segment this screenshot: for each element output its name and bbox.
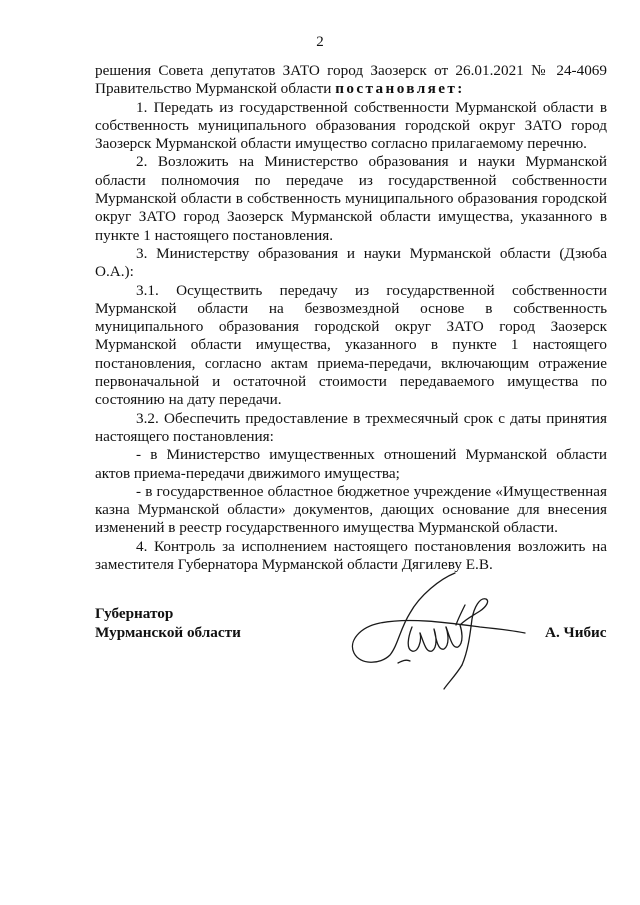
paragraph-item-3-2-b: - в государственное областное бюджетное учреждение «Имущественная казна Мурманской области» документов, дающих основание для внесения изменений в реестр государственного имущества Мурманской области. <box>95 482 607 537</box>
paragraph-item-3-1: 3.1. Осуществить передачу из государственной собственности Мурманской области на безвозмездной основе в собственность муниципального образования городской округ ЗАТО город Заозерск Мурманской области имущества, указанного в пункте 1 настоящего постановления, согласно актам приема-передачи, включающим отражение первоначальной и остаточной стоимости передаваемого имущества по состоянию на дату передачи. <box>95 281 607 409</box>
preamble-text: решения Совета депутатов ЗАТО город Заозерск от 26.01.2021 № 24-4069 Правительство Мурманской области <box>95 62 607 98</box>
paragraph-item-4: 4. Контроль за исполнением настоящего постановления возложить на заместителя Губернатора Мурманской области Дягилеву Е.В. <box>95 537 607 574</box>
paragraph-item-3-2: 3.2. Обеспечить предоставление в трехмесячный срок с даты принятия настоящего постановления: <box>95 409 607 445</box>
handwritten-signature <box>340 565 540 700</box>
signatory-name: А. Чибис <box>545 624 607 641</box>
page-number: 2 <box>316 34 324 50</box>
paragraph-item-2: 2. Возложить на Министерство образования и науки Мурманской области полномочия по передаче из государственной собственности Мурманской области в собственность муниципального образования городской округ ЗАТО город Заозерск Мурманской области имущества, указанного в пункте 1 настоящего постановления. <box>95 153 607 244</box>
signatory-title <box>95 604 241 642</box>
paragraph-item-3: 3. Министерству образования и науки Мурманской области (Дзюба О.А.): <box>95 244 607 281</box>
signatory-title-line-2: Мурманской области <box>95 624 241 641</box>
resolves-keyword: постановляет: <box>335 80 465 98</box>
signatory-title-line-1: Губернатор <box>95 605 174 622</box>
document-body <box>95 62 607 574</box>
paragraph-preamble <box>95 62 607 99</box>
paragraph-item-3-2-a: - в Министерство имущественных отношений Мурманской области актов приема-передачи движимого имущества; <box>95 446 607 482</box>
paragraph-item-1: 1. Передать из государственной собственности Мурманской области в собственность муниципального образования городской округ ЗАТО город Заозерск Мурманской области имущество согласно прилагаемому перечню. <box>95 98 607 153</box>
